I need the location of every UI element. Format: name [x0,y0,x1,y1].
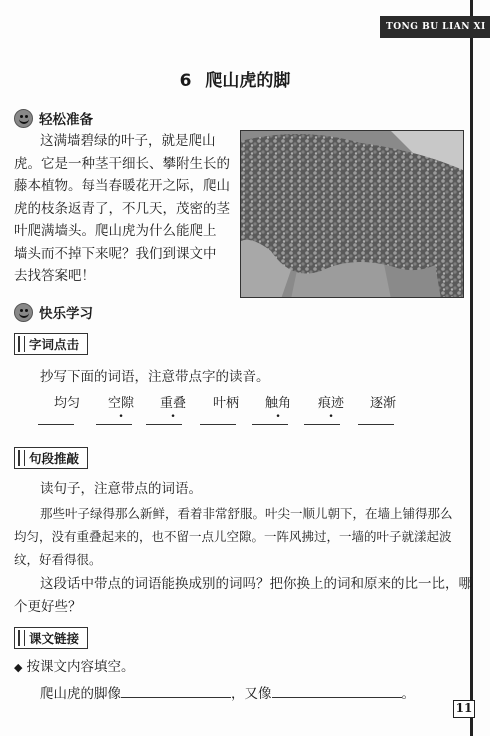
smiley-icon [14,303,33,322]
lesson-title [0,66,470,91]
series-header-tab: TONG BU LIAN XI [380,16,490,38]
lesson-number: 6 [179,71,192,91]
fill-blank-sentence [40,683,415,706]
prep-heading-text: 轻松准备 [39,112,93,128]
ivy-wall-photo [240,130,464,298]
ivy-wall-illustration [241,131,464,298]
question-line: 个更好些？ [14,598,82,615]
passage-tag-label: 句段推敲 [14,447,88,469]
vocab-word: 触角 [252,392,304,411]
answer-blank-2[interactable] [272,684,402,698]
link-tag [14,627,88,649]
vocab-word-list [38,392,408,411]
prep-paragraph [14,130,230,288]
passage-line: 那些叶子绿得那么新鲜，看着非常舒服。叶尖一顺儿朝下，在墙上铺得那么 [40,506,453,521]
vocab-word: 重叠 [146,392,200,411]
study-section-heading [14,301,93,323]
sentence-mid: ，又像 [231,686,272,702]
answer-blank-1[interactable] [121,684,231,698]
vocab-word: 逐渐 [358,392,408,411]
sentence-end: 。 [401,686,415,702]
vocab-word: 均匀 [38,392,96,411]
vocab-word: 叶柄 [200,392,252,411]
passage-line: 均匀，没有重叠起来的，也不留一点儿空隙。一阵风拂过，一墙的叶子就漾起波 [14,529,452,544]
prep-line: 虎的枝条返青了，不几天，茂密的茎 [14,200,230,217]
link-instruction-row [14,656,134,680]
link-instruction: 按课文内容填空。 [26,659,135,675]
passage-text [14,502,460,571]
vocab-tag [14,333,88,355]
sentence-start: 爬山虎的脚像 [40,686,121,702]
study-heading-text: 快乐学习 [39,306,93,322]
diamond-bullet-icon: ◆ [14,661,23,674]
passage-tag [14,447,88,469]
lesson-title-text: 爬山虎的脚 [205,71,291,91]
prep-section-heading [14,107,93,129]
question-line: 这段话中带点的词语能换成别的词吗？把你换上的词和原来的比一比，哪 [40,576,472,592]
prep-line: 墙头而不掉下来呢？我们到课文中 [14,245,217,262]
passage-question [14,573,472,618]
vocab-word: 空隙 [96,392,146,411]
page-edge-rule [470,0,473,736]
vocab-word: 痕迹 [304,392,358,411]
prep-line: 叶爬满墙头。爬山虎为什么能爬上 [14,223,217,239]
passage-line: 纹，好看得很。 [14,552,102,567]
link-tag-label: 课文链接 [14,627,88,649]
vocab-instruction: 抄写下面的词语，注意带点字的读音。 [40,369,270,385]
smiley-icon [14,109,33,128]
vocab-tag-label: 字词点击 [14,333,88,355]
prep-line: 虎。它是一种茎干细长、攀附生长的 [14,155,230,172]
passage-instruction: 读句子，注意带点的词语。 [40,481,202,497]
prep-line: 这满墙碧绿的叶子，就是爬山 [40,133,216,149]
prep-line: 去找答案吧！ [14,268,95,284]
page-number: 11 [453,700,475,718]
prep-line: 藤本植物。每当春暖花开之际，爬山 [14,178,230,194]
